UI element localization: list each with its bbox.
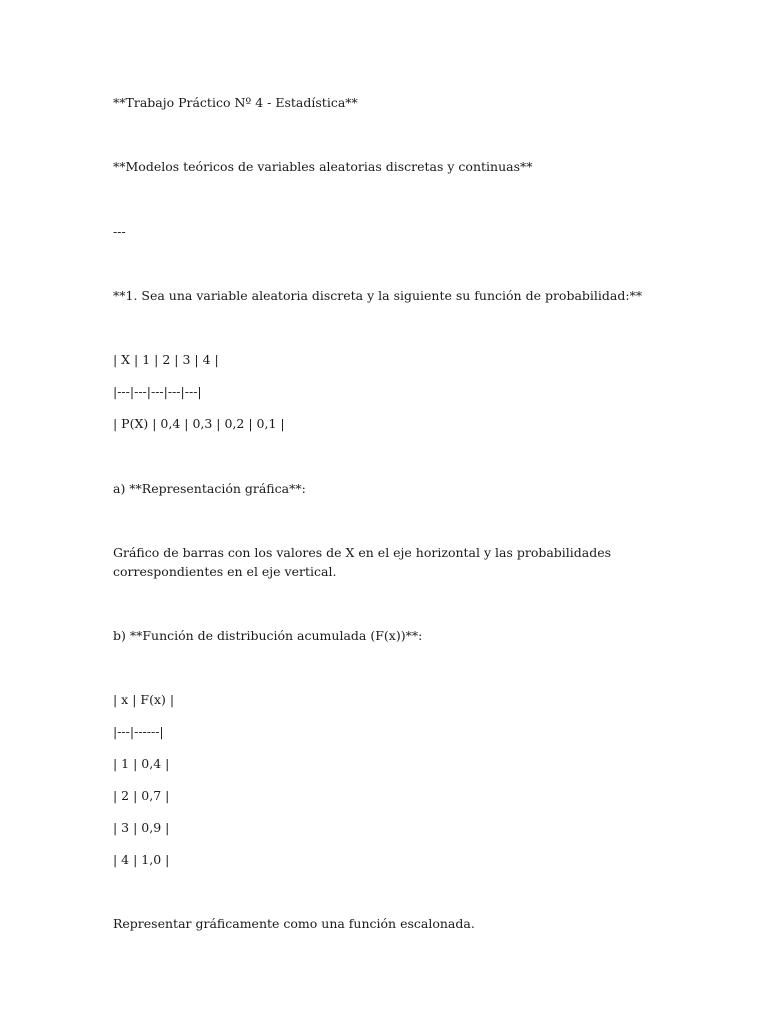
part-a-text: Gráfico de barras con los valores de X en el eje horizontal y las probabilidades correspondientes en el eje vertical.	[113, 545, 616, 579]
prob-table-divider: |---|---|---|---|---|	[113, 384, 202, 399]
cdf-table-divider: |---|------|	[113, 724, 164, 739]
document-title: **Trabajo Práctico Nº 4 - Estadística**	[113, 95, 358, 110]
part-b-heading: b) **Función de distribución acumulada (F(x))**:	[113, 628, 423, 643]
cdf-table-row: | 3 | 0,9 |	[113, 820, 170, 835]
cdf-table-row: | 4 | 1,0 |	[113, 852, 170, 867]
separator: ---	[113, 224, 126, 239]
question-1: **1. Sea una variable aleatoria discreta y la siguiente su función de probabilidad:**	[113, 288, 643, 303]
closing-instruction: Representar gráficamente como una función escalonada.	[113, 916, 475, 931]
prob-table-row: | P(X) | 0,4 | 0,3 | 0,2 | 0,1 |	[113, 416, 285, 431]
part-a-heading: a) **Representación gráfica**:	[113, 481, 306, 496]
document-subtitle: **Modelos teóricos de variables aleatorias discretas y continuas**	[113, 159, 533, 174]
cdf-table-row: | 1 | 0,4 |	[113, 756, 170, 771]
cdf-table-row: | 2 | 0,7 |	[113, 788, 170, 803]
cdf-table-header: | x | F(x) |	[113, 692, 175, 707]
prob-table-header: | X | 1 | 2 | 3 | 4 |	[113, 352, 219, 367]
